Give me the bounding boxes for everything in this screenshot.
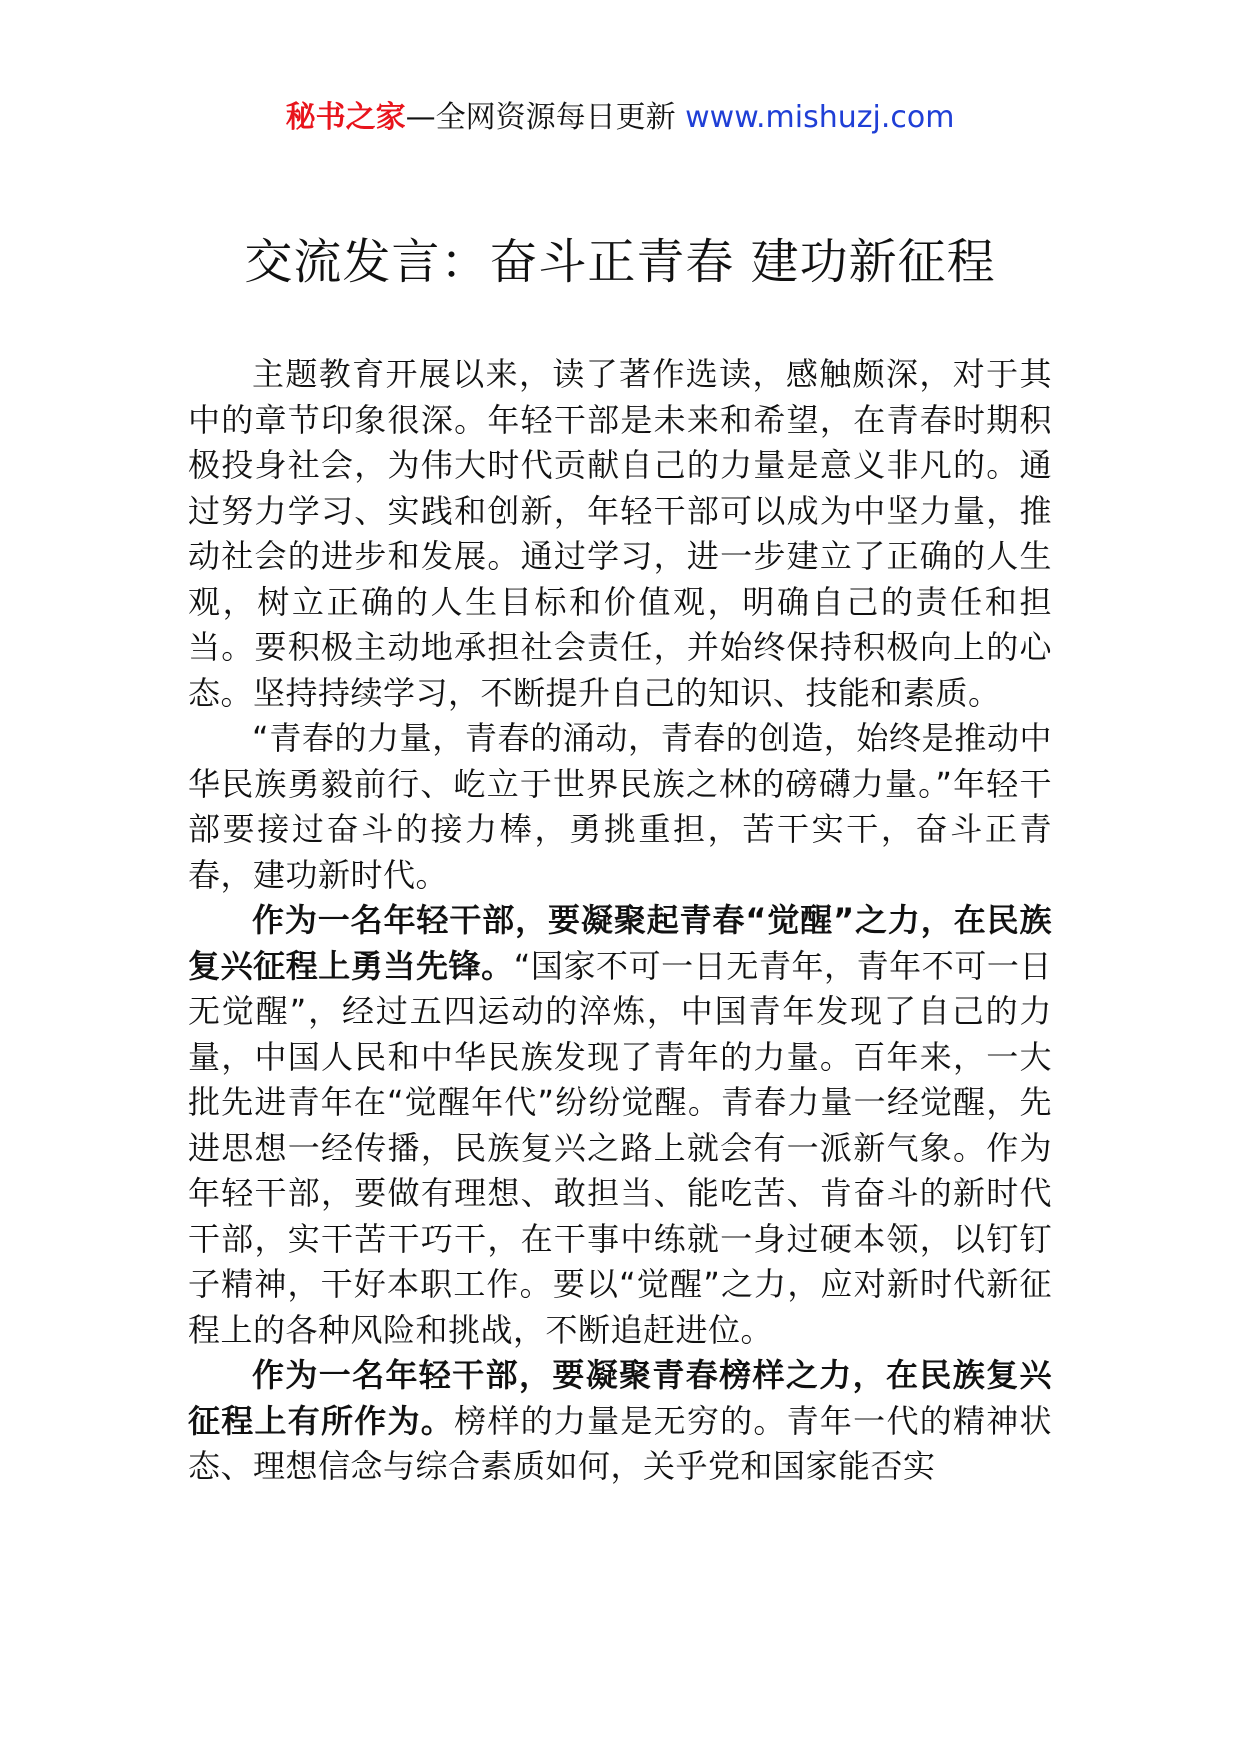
paragraph-text: “青春的力量，青春的涌动，青春的创造，始终是推动中华民族勇毅前行、屹立于世界民族之林的磅礴力量。”年轻干部要接过奋斗的接力棒，勇挑重担，苦干实干，奋斗正青春，建功新时代。 (188, 719, 1052, 894)
paragraph-quote (188, 716, 1052, 898)
paragraph-text: “国家不可一日无青年，青年不可一日无觉醒”，经过五四运动的淬炼，中国青年发现了自己的力量，中国人民和中华民族发现了青年的力量。百年来，一大批先进青年在“觉醒年代”纷纷觉醒。青春力量一经觉醒，先进思想一经传播，民族复兴之路上就会有一派新气象。作为年轻干部，要做有理想、敢担当、能吃苦、肯奋斗的新时代干部，实干苦干巧干，在干事中练就一身过硬本领，以钉钉子精神，干好本职工作。要以“觉醒”之力，应对新时代新征程上的各种风险和挑战，不断追赶进位。 (188, 946, 1052, 1349)
paragraph-intro (188, 352, 1052, 716)
site-header (0, 98, 1240, 138)
paragraph-awakening (188, 898, 1052, 1353)
site-slogan: —全网资源每日更新 (405, 100, 686, 135)
brand-name: 秘书之家 (285, 100, 406, 135)
paragraph-lead: 作为一名年轻干部，要凝聚青春榜样之力，在民族复兴征程上有所作为。 (188, 1356, 1052, 1440)
site-url-link[interactable]: www.mishuzj.com (685, 100, 955, 135)
document-title: 交流发言：奋斗正青春 建功新征程 (244, 234, 996, 290)
paragraph-text: 主题教育开展以来，读了著作选读，感触颇深，对于其中的章节印象很深。年轻干部是未来和希望，在青春时期积极投身社会，为伟大时代贡献自己的力量是意义非凡的。通过努力学习、实践和创新，年轻干部可以成为中坚力量，推动社会的进步和发展。通过学习，进一步建立了正确的人生观，树立正确的人生目标和价值观，明确自己的责任和担当。要积极主动地承担社会责任，并始终保持积极向上的心态。坚持持续学习，不断提升自己的知识、技能和素质。 (188, 355, 1052, 712)
paragraph-role-model (188, 1353, 1052, 1490)
paragraph-text: 榜样的力量是无穷的。青年一代的精神状态、理想信念与综合素质如何，关乎党和国家能否实 (188, 1401, 1052, 1485)
document-body (188, 352, 1052, 1490)
paragraph-lead: 作为一名年轻干部，要凝聚起青春“觉醒”之力，在民族复兴征程上勇当先锋。 (188, 901, 1052, 985)
